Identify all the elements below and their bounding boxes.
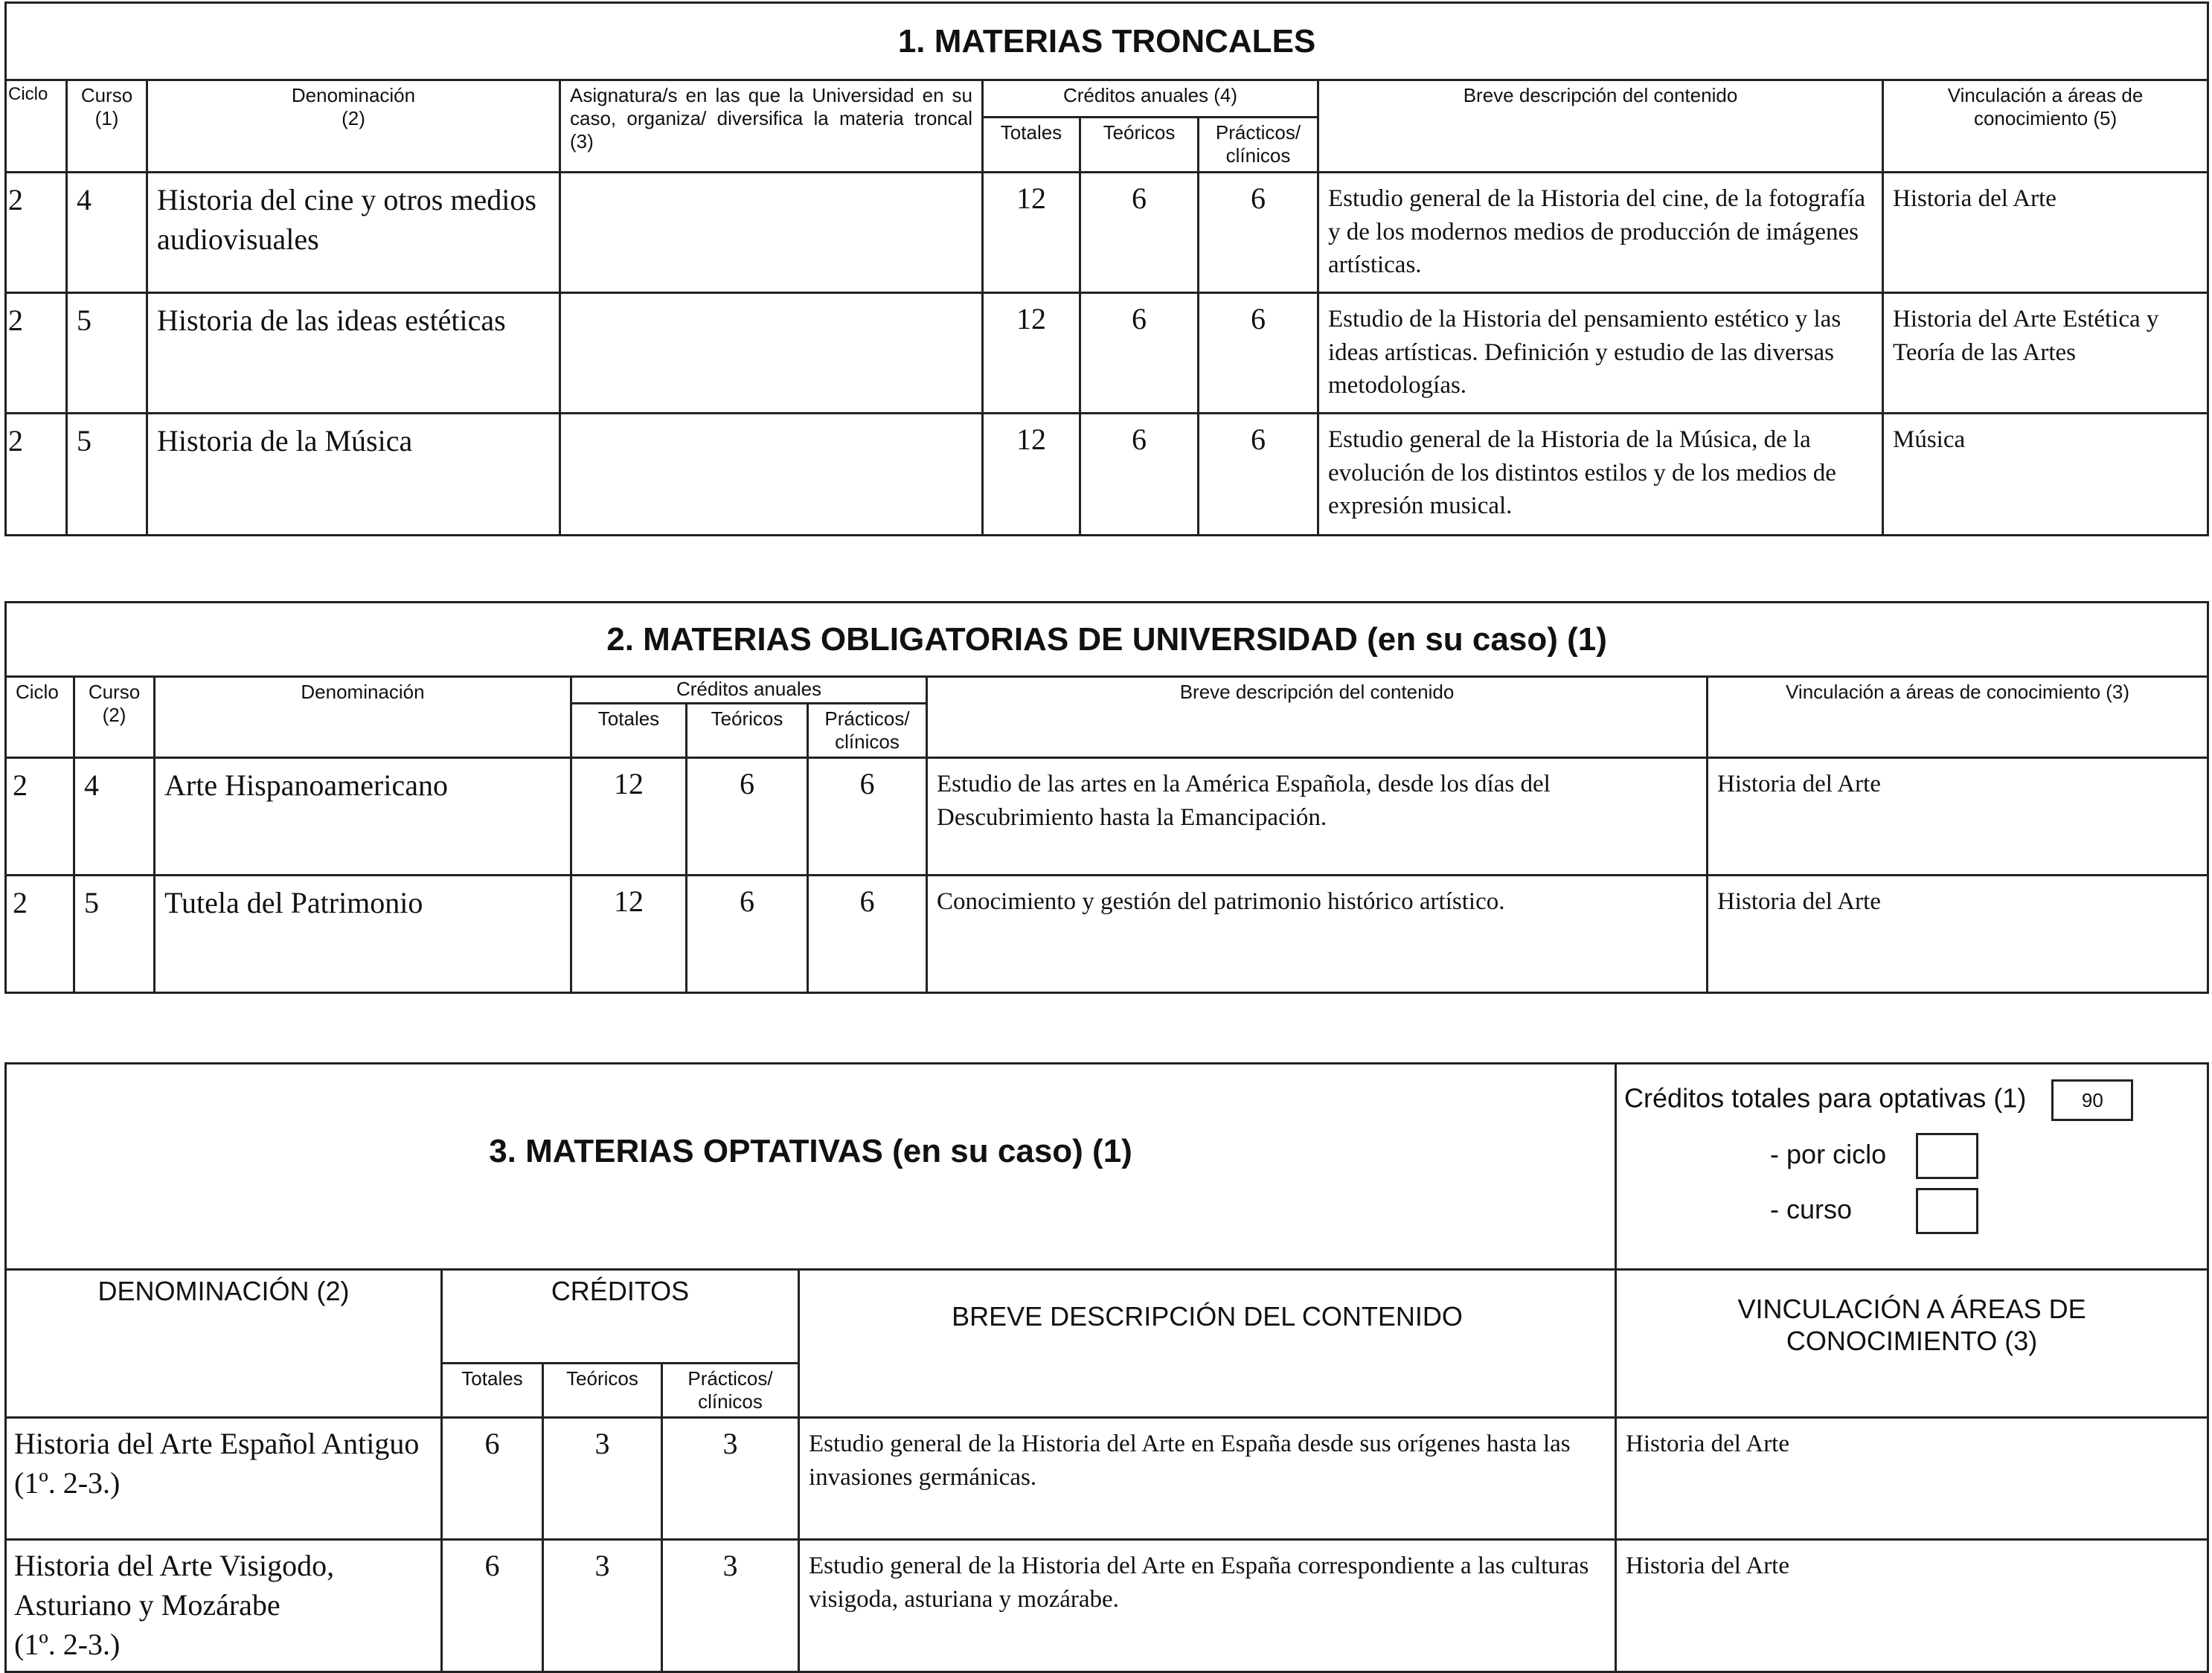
cell-descripcion: Estudio de las artes en la América Española, desde los días del Descubrimiento hasta la Emancipación. (927, 758, 1708, 876)
table-row (6, 1418, 2208, 1540)
cell-vinculacion: Música (1883, 414, 2208, 536)
cell-practicos: 6 (1199, 293, 1318, 414)
header-curso: Curso (2) (74, 677, 155, 758)
cell-teoricos: 6 (1080, 414, 1199, 536)
obligatorias-title: 2. MATERIAS OBLIGATORIAS DE UNIVERSIDAD (en su caso) (1) (6, 603, 2208, 677)
cell-practicos: 3 (662, 1540, 799, 1672)
header-creditos-anuales: Créditos anuales (4) (983, 80, 1318, 118)
cell-descripcion: Estudio general de la Historia del cine, de la fotografía y de los modernos medios de producción de imágenes artísticas. (1318, 173, 1883, 293)
cell-curso: 5 (67, 293, 147, 414)
cell-vinculacion: Historia del Arte (1708, 758, 2208, 876)
header-curso: Curso (1) (67, 80, 147, 173)
header-ciclo: Ciclo (6, 677, 74, 758)
cell-teoricos: 3 (543, 1418, 662, 1540)
header-teoricos: Teóricos (687, 704, 808, 758)
header-teoricos: Teóricos (1080, 118, 1199, 173)
curso-label: - curso (1770, 1193, 1853, 1224)
header-totales: Totales (983, 118, 1080, 173)
por-ciclo-label: - por ciclo (1770, 1138, 1887, 1169)
cell-denominacion: Historia de las ideas estéticas (147, 293, 560, 414)
table-row (6, 758, 2208, 876)
cell-totales: 6 (442, 1540, 543, 1672)
cell-asignatura (560, 173, 983, 293)
cell-curso: 5 (74, 876, 155, 993)
cell-vinculacion: Historia del Arte (1708, 876, 2208, 993)
cell-vinculacion: Historia del Arte Estética y Teoría de las Artes (1883, 293, 2208, 414)
troncales-table (4, 1, 2209, 536)
cell-denominacion: Historia del Arte Español Antiguo (1º. 2-3.) (6, 1418, 442, 1540)
header-descripcion: Breve descripción del contenido (1318, 80, 1883, 173)
cell-teoricos: 6 (687, 758, 808, 876)
cell-ciclo: 2 (6, 876, 74, 993)
optativas-table (4, 1062, 2209, 1673)
cell-teoricos: 6 (1080, 173, 1199, 293)
cell-curso: 4 (67, 173, 147, 293)
header-vinculacion: Vinculación a áreas de conocimiento (3) (1708, 677, 2208, 758)
header-practicos: Prácticos/ clínicos (662, 1364, 799, 1418)
cell-teoricos: 6 (1080, 293, 1199, 414)
table-row (6, 173, 2208, 293)
cell-asignatura (560, 414, 983, 536)
header-vinculacion: VINCULACIÓN A ÁREAS DE CONOCIMIENTO (3) (1616, 1270, 2208, 1418)
obligatorias-table (4, 601, 2209, 994)
cell-descripcion: Conocimiento y gestión del patrimonio histórico artístico. (927, 876, 1708, 993)
cell-asignatura (560, 293, 983, 414)
cell-denominacion: Historia del cine y otros medios audiovisuales (147, 173, 560, 293)
header-vinculacion: Vinculación a áreas de conocimiento (5) (1883, 80, 2208, 173)
table-row (6, 1540, 2208, 1672)
cell-denominacion: Tutela del Patrimonio (155, 876, 571, 993)
header-practicos: Prácticos/ clínicos (1199, 118, 1318, 173)
cell-descripcion: Estudio general de la Historia del Arte en España desde sus orígenes hasta las invasiones germánicas. (799, 1418, 1616, 1540)
header-descripcion: Breve descripción del contenido (927, 677, 1708, 758)
cell-vinculacion: Historia del Arte (1883, 173, 2208, 293)
header-teoricos: Teóricos (543, 1364, 662, 1418)
cell-ciclo: 2 (6, 173, 67, 293)
header-totales: Totales (442, 1364, 543, 1418)
table-row (6, 876, 2208, 993)
cell-practicos: 6 (808, 758, 927, 876)
cell-denominacion: Arte Hispanoamericano (155, 758, 571, 876)
cell-totales: 12 (983, 173, 1080, 293)
cell-descripcion: Estudio de la Historia del pensamiento estético y las ideas artísticas. Definición y estudio de las diversas metodologías. (1318, 293, 1883, 414)
header-totales: Totales (571, 704, 687, 758)
cell-descripcion: Estudio general de la Historia de la Música, de la evolución de los distintos estilos y de los medios de expresión musical. (1318, 414, 1883, 536)
cell-teoricos: 3 (543, 1540, 662, 1672)
table-row (6, 414, 2208, 536)
cell-totales: 12 (571, 758, 687, 876)
cell-teoricos: 6 (687, 876, 808, 993)
cell-practicos: 3 (662, 1418, 799, 1540)
cell-ciclo: 2 (6, 758, 74, 876)
header-denominacion: Denominación (155, 677, 571, 758)
troncales-title: 1. MATERIAS TRONCALES (6, 3, 2208, 80)
cell-vinculacion: Historia del Arte (1616, 1418, 2208, 1540)
table-row (6, 293, 2208, 414)
cell-descripcion: Estudio general de la Historia del Arte en España correspondiente a las culturas visigoda, asturiana y mozárabe. (799, 1540, 1616, 1672)
cell-practicos: 6 (808, 876, 927, 993)
header-practicos: Prácticos/ clínicos (808, 704, 927, 758)
cell-ciclo: 2 (6, 293, 67, 414)
header-creditos-anuales: Créditos anuales (571, 677, 927, 704)
header-asignaturas: Asignatura/s en las que la Universidad en su caso, organiza/ diversifica la materia troncal (3) (560, 80, 983, 173)
cell-practicos: 6 (1199, 414, 1318, 536)
curso-field[interactable] (1916, 1188, 1978, 1234)
cell-totales: 12 (571, 876, 687, 993)
creditos-totales-label: Créditos totales para optativas (1) (1624, 1082, 2027, 1114)
optativas-title: 3. MATERIAS OPTATIVAS (en su caso) (1) (6, 1064, 1616, 1270)
cell-totales: 12 (983, 293, 1080, 414)
cell-totales: 12 (983, 414, 1080, 536)
header-ciclo: Ciclo (6, 80, 67, 173)
cell-ciclo: 2 (6, 414, 67, 536)
cell-denominacion: Historia de la Música (147, 414, 560, 536)
cell-vinculacion: Historia del Arte (1616, 1540, 2208, 1672)
header-descripcion: BREVE DESCRIPCIÓN DEL CONTENIDO (799, 1270, 1616, 1418)
header-denominacion: DENOMINACIÓN (2) (6, 1270, 442, 1418)
header-creditos: CRÉDITOS (442, 1270, 799, 1364)
creditos-totales-field[interactable]: 90 (2051, 1079, 2133, 1121)
cell-denominacion: Historia del Arte Visigodo, Asturiano y Mozárabe (1º. 2-3.) (6, 1540, 442, 1672)
cell-curso: 4 (74, 758, 155, 876)
header-denominacion: Denominación (2) (147, 80, 560, 173)
cell-practicos: 6 (1199, 173, 1318, 293)
optativas-creditos-panel (1616, 1064, 2208, 1270)
cell-curso: 5 (67, 414, 147, 536)
por-ciclo-field[interactable] (1916, 1133, 1978, 1179)
cell-totales: 6 (442, 1418, 543, 1540)
